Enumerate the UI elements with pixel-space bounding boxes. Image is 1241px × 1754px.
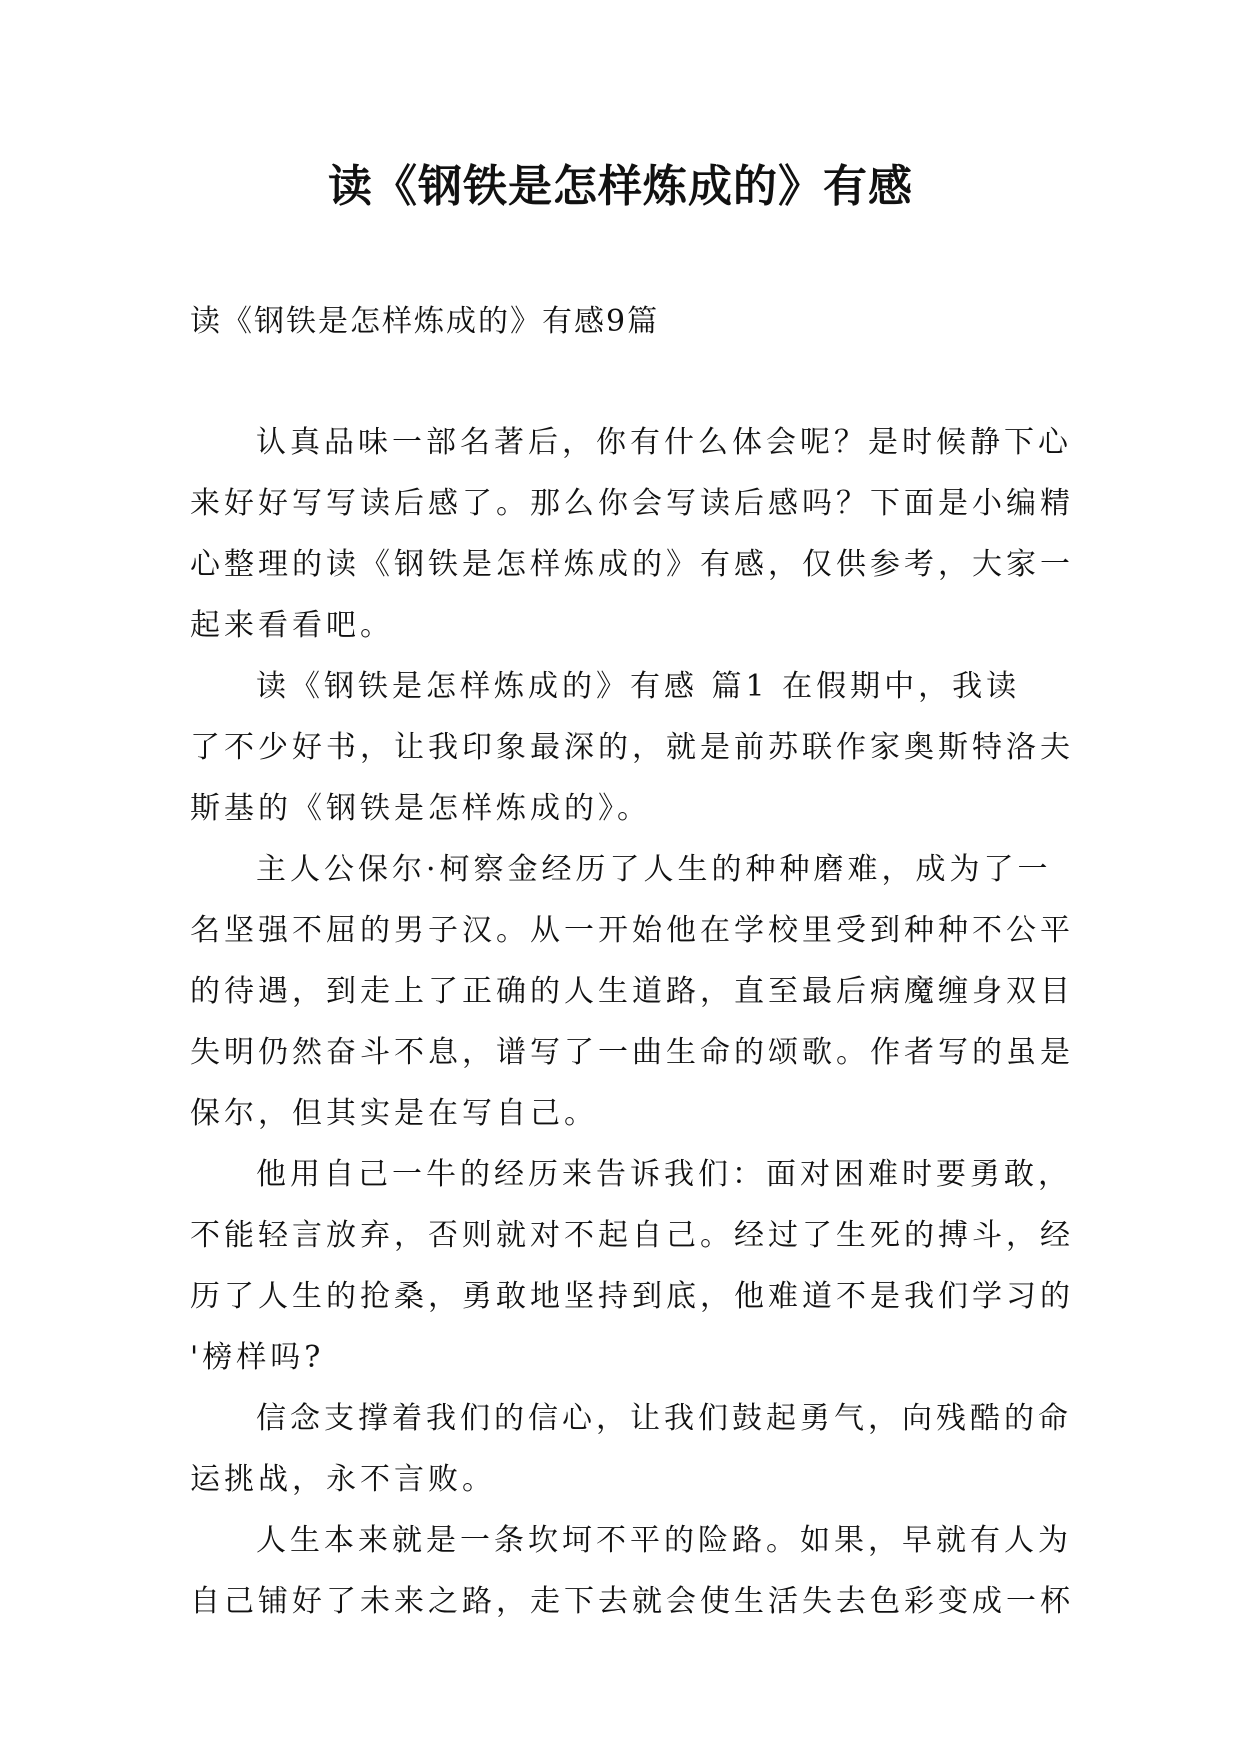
paragraph-line: 信念支撑着我们的信心，让我们鼓起勇气，向残酷的命 bbox=[256, 1401, 1072, 1436]
paragraph-line: 历了人生的抢桑，勇敢地坚持到底，他难道不是我们学习的 bbox=[190, 1279, 1074, 1314]
paragraph-line: 了不少好书，让我印象最深的，就是前苏联作家奥斯特洛夫 bbox=[190, 730, 1074, 765]
paragraph-line: '榜样吗? bbox=[190, 1340, 325, 1375]
paragraph-line: 起来看看吧。 bbox=[190, 608, 394, 643]
paragraph-line: 不能轻言放弃，否则就对不起自己。经过了生死的搏斗，经 bbox=[190, 1218, 1074, 1253]
paragraph-line: 保尔，但其实是在写自己。 bbox=[190, 1096, 598, 1131]
paragraph-line: 读《钢铁是怎样炼成的》有感 篇1 在假期中，我读 bbox=[256, 669, 1021, 704]
document-title: 读《钢铁是怎样炼成的》有感 bbox=[328, 161, 913, 212]
paragraph-line: 斯基的《钢铁是怎样炼成的》。 bbox=[190, 791, 651, 826]
paragraph-line: 他用自己一牛的经历来告诉我们：面对困难时要勇敢， bbox=[256, 1157, 1072, 1192]
paragraph-line: 认真品味一部名著后，你有什么体会呢？是时候静下心 bbox=[256, 425, 1072, 460]
document-subtitle: 读《钢铁是怎样炼成的》有感9篇 bbox=[190, 304, 660, 339]
paragraph-line: 心整理的读《钢铁是怎样炼成的》有感，仅供参考，大家一 bbox=[190, 547, 1074, 582]
paragraph-line: 失明仍然奋斗不息，谱写了一曲生命的颂歌。作者写的虽是 bbox=[190, 1035, 1074, 1070]
paragraph-line: 的待遇，到走上了正确的人生道路，直至最后病魔缠身双目 bbox=[190, 974, 1074, 1009]
document-body bbox=[190, 412, 1074, 1632]
paragraph-line: 名坚强不屈的男子汉。从一开始他在学校里受到种种不公平 bbox=[190, 913, 1074, 948]
paragraph-line: 自己铺好了未来之路，走下去就会使生活失去色彩变成一杯 bbox=[190, 1584, 1074, 1619]
paragraph-line: 人生本来就是一条坎坷不平的险路。如果，早就有人为 bbox=[256, 1523, 1072, 1558]
paragraph-line: 来好好写写读后感了。那么你会写读后感吗？下面是小编精 bbox=[190, 486, 1074, 521]
paragraph-line: 主人公保尔·柯察金经历了人生的种种磨难，成为了一 bbox=[256, 852, 1052, 887]
paragraph-line: 运挑战，永不言败。 bbox=[190, 1462, 496, 1497]
